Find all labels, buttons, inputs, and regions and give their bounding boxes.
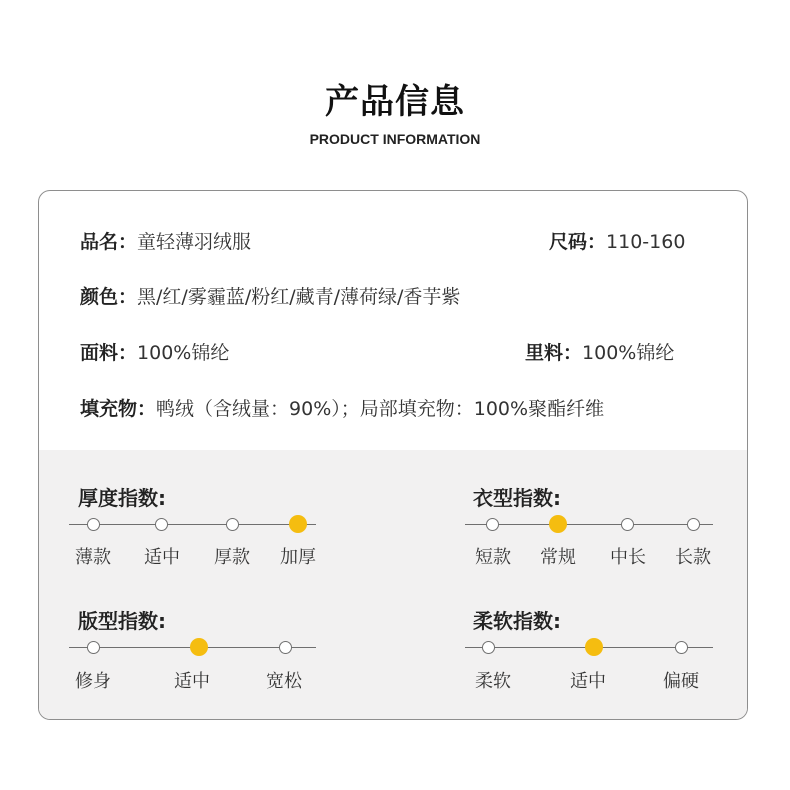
filling-key: 填充物： xyxy=(80,398,157,420)
fit-index-title: 版型指数: xyxy=(78,609,166,633)
fit-option-dot xyxy=(190,638,208,656)
fit-option-dot xyxy=(279,641,292,654)
thickness-option-dot xyxy=(155,518,168,531)
info-row-color xyxy=(80,282,460,309)
color-value: 黑/红/雾霾蓝/粉红/藏青/薄荷绿/香芋紫 xyxy=(137,286,461,308)
color-key: 颜色： xyxy=(80,286,138,308)
thickness-option-label: 薄款 xyxy=(75,547,111,568)
softness-option-label: 适中 xyxy=(570,671,606,692)
fit-option-label: 宽松 xyxy=(266,671,302,692)
fabric-key: 面料： xyxy=(80,342,138,364)
thickness-option-label: 加厚 xyxy=(280,547,316,568)
length-option-dot xyxy=(687,518,700,531)
length-index-title: 衣型指数: xyxy=(473,486,561,510)
length-option-dot xyxy=(549,515,567,533)
page-subtitle: PRODUCT INFORMATION xyxy=(309,131,481,147)
length-option-label: 长款 xyxy=(675,547,711,568)
thickness-option-dot xyxy=(226,518,239,531)
length-option-dot xyxy=(486,518,499,531)
length-option-label: 中长 xyxy=(610,547,646,568)
thickness-option-label: 适中 xyxy=(144,547,180,568)
thickness-scale-line xyxy=(69,524,316,525)
length-scale-line xyxy=(465,524,713,525)
thickness-option-dot xyxy=(87,518,100,531)
lining-key: 里料： xyxy=(525,342,583,364)
lining-value: 100%锦纶 xyxy=(582,342,675,364)
softness-option-label: 偏硬 xyxy=(663,671,699,692)
length-option-label: 短款 xyxy=(475,547,511,568)
thickness-option-dot xyxy=(289,515,307,533)
softness-option-dot xyxy=(585,638,603,656)
size-value: 110-160 xyxy=(606,231,686,253)
softness-option-label: 柔软 xyxy=(475,671,511,692)
thickness-option-label: 厚款 xyxy=(214,547,250,568)
size-key: 尺码： xyxy=(549,231,607,253)
fit-option-dot xyxy=(87,641,100,654)
info-row-filling xyxy=(80,394,604,421)
softness-option-dot xyxy=(482,641,495,654)
info-row-name xyxy=(80,227,251,254)
length-option-label: 常规 xyxy=(540,547,576,568)
fit-option-label: 修身 xyxy=(75,671,111,692)
info-row-fabric xyxy=(80,338,229,365)
softness-index-title: 柔软指数: xyxy=(473,609,561,633)
info-row-lining xyxy=(525,338,674,365)
filling-value: 鸭绒（含绒量：90%）；局部填充物：100%聚酯纤维 xyxy=(156,398,605,420)
softness-option-dot xyxy=(675,641,688,654)
product-info-card xyxy=(38,190,748,720)
fit-option-label: 适中 xyxy=(174,671,210,692)
name-key: 品名： xyxy=(80,231,138,253)
info-row-size xyxy=(549,227,685,254)
length-option-dot xyxy=(621,518,634,531)
name-value: 童轻薄羽绒服 xyxy=(137,231,252,253)
fabric-value: 100%锦纶 xyxy=(137,342,230,364)
page-title: 产品信息 xyxy=(325,82,465,122)
thickness-index-title: 厚度指数: xyxy=(78,486,166,510)
